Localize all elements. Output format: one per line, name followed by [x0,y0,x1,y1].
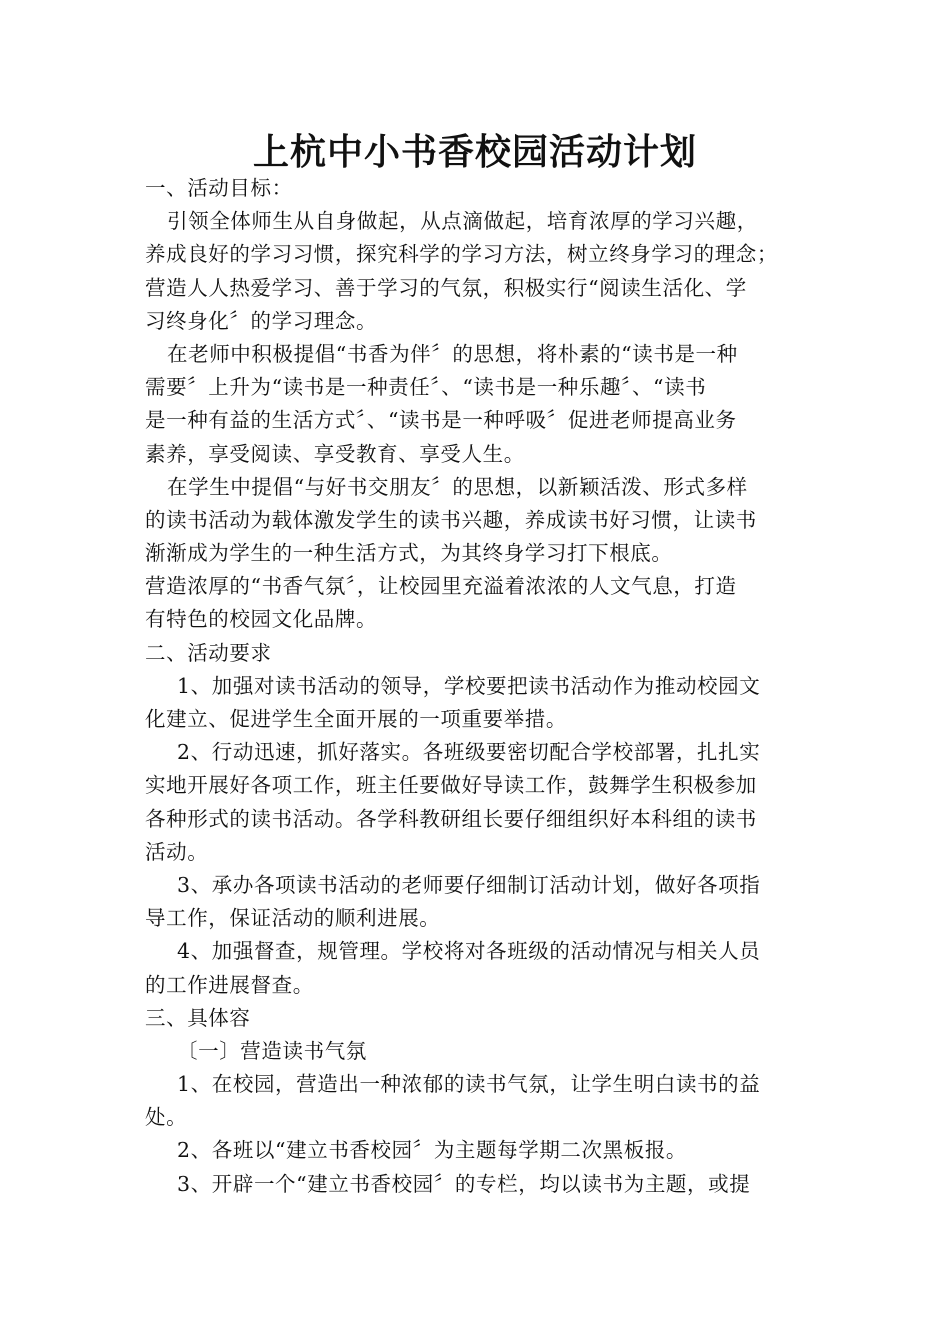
paragraph-line: 1、在校园，营造出一种浓郁的读书气氛，让学生明白读书的益 [177,1072,761,1097]
paragraph-line: 在学生中提倡“与好书交朋友〞的思想，以新颖活泼、形式多样 [167,474,748,499]
paragraph-line: 2、各班以“建立书香校园〞为主题每学期二次黑板报。 [177,1138,688,1163]
document-title: 上杭中小书香校园活动计划 [252,131,697,173]
paragraph-line: 1、加强对读书活动的领导，学校要把读书活动作为推动校园文 [177,673,761,698]
paragraph-line: 渐渐成为学生的一种生活方式，为其终身学习打下根底。 [145,541,673,566]
paragraph-line: 各种形式的读书活动。各学科教研组长要仔细组织好本科组的读书 [145,806,757,831]
paragraph-line: 有特色的校园文化品牌。 [145,607,378,632]
paragraph-line: 引领全体师生从自身做起，从点滴做起，培育浓厚的学习兴趣， [167,209,758,234]
section-heading-1: 一、活动目标： [145,176,293,200]
paragraph-line: 实地开展好各项工作，班主任要做好导读工作，鼓舞学生积极参加 [145,773,757,798]
paragraph-line: 是一种有益的生活方式〞、“读书是一种呼吸〞促进老师提高业务 [145,408,737,433]
paragraph-line: 导工作，保证活动的顺利进展。 [145,906,441,931]
section-heading-3: 三、具体容 [145,1005,251,1030]
paragraph-line: 营造浓厚的“书香气氛〞，让校园里充溢着浓浓的人文气息，打造 [145,574,737,599]
paragraph-line: 化建立、促进学生全面开展的一项重要举措。 [145,707,567,731]
paragraph-line: 4、加强督查，规管理。学校将对各班级的活动情况与相关人员 [177,939,761,964]
paragraph-line: 需要〞上升为“读书是一种责任〞、“读书是一种乐趣〞、“读书 [145,375,707,400]
section-heading-2: 二、活动要求 [145,640,272,665]
document-body [145,172,805,1201]
subsection-heading: 〔一〕营造读书气氛 [177,1038,367,1063]
paragraph-line: 在老师中积极提倡“书香为伴〞的思想，将朴素的“读书是一种 [167,341,738,366]
paragraph-line: 养成良好的学习习惯，探究科学的学习方法，树立终身学习的理念； [145,242,778,267]
paragraph-line: 3、开辟一个“建立书香校园〞的专栏，均以读书为主题，或提 [177,1171,751,1196]
paragraph-line: 的工作进展督查。 [145,972,314,997]
paragraph-line: 素养，享受阅读、享受教育、享受人生。 [145,441,525,466]
paragraph-line: 3、承办各项读书活动的老师要仔细制订活动计划，做好各项指 [177,872,761,897]
paragraph-line: 习终身化〞的学习理念。 [145,308,378,333]
paragraph-line: 的读书活动为载体激发学生的读书兴趣，养成读书好习惯，让读书 [145,507,757,532]
paragraph-line: 营造人人热爱学习、善于学习的气氛，积极实行“阅读生活化、学 [145,275,747,300]
paragraph-line: 处。 [145,1105,188,1130]
paragraph-line: 活动。 [145,839,209,864]
paragraph-line: 2、行动迅速，抓好落实。各班级要密切配合学校部署，扎扎实 [177,740,761,765]
